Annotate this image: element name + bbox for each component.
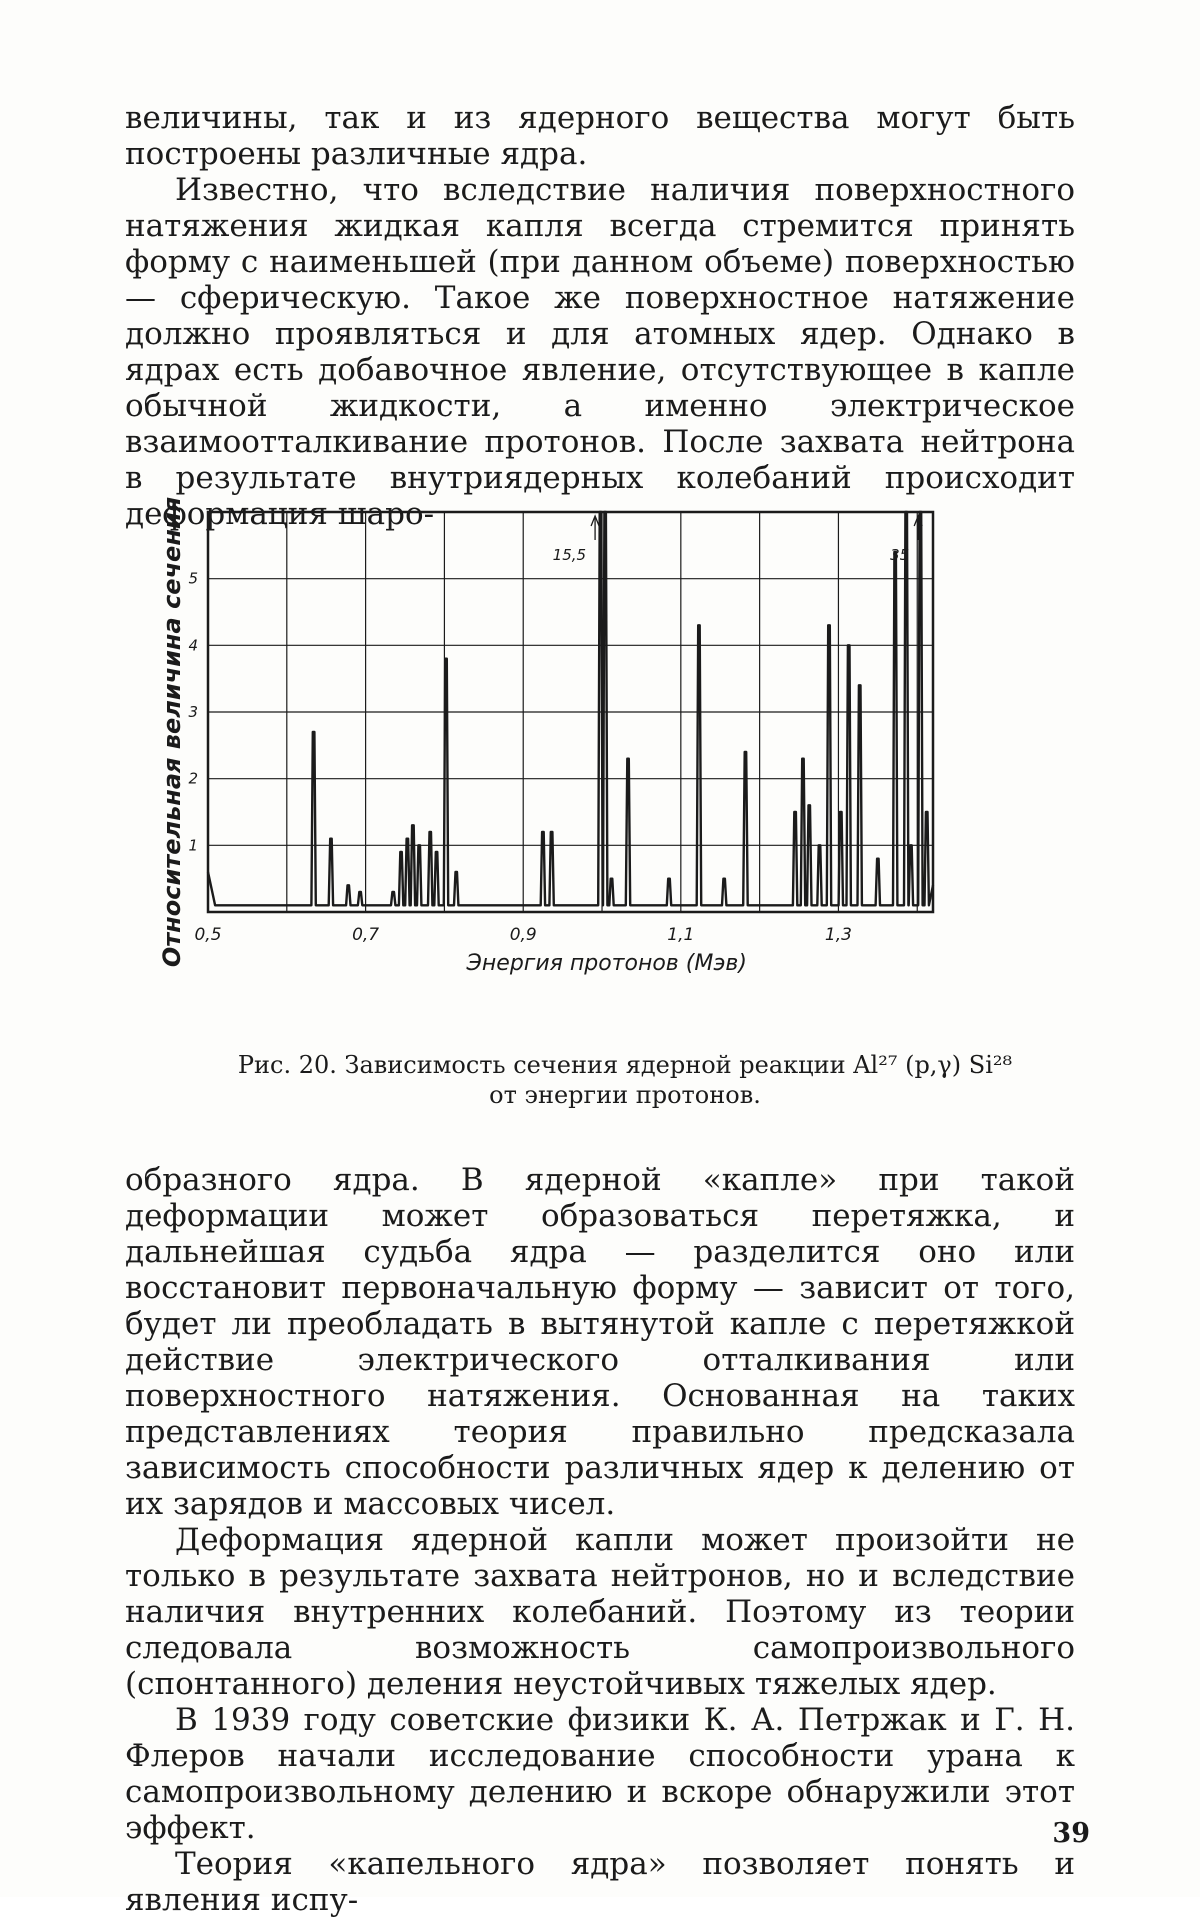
paragraph-continued: величины, так и из ядерного вещества могут быть построены различные ядра. xyxy=(125,100,1075,172)
cross-section-curve xyxy=(208,512,933,905)
y-tick-label: 3 xyxy=(188,703,198,721)
y-ticks xyxy=(188,570,198,855)
paragraph-deformation: образного ядра. В ядерной «капле» при такой деформации может образоваться перетяжка, и дальнейшая судьба ядра — разделится оно или восстановит первоначальную форму — зависит от того, будет ли преобладать в вытянутой капле с перетяжкой действие электрического отталкивания или поверхностного натяжения. Основанная на таких представлениях теория правильно предсказала зависимость способности различных ядер к делению от их зарядов и массовых чисел. xyxy=(125,1162,1075,1522)
y-axis-label: Относительная величина сечения xyxy=(158,497,186,967)
x-axis-label: Энергия протонов (Мэв) xyxy=(466,951,747,976)
paragraph-1939: В 1939 году советские физики К. А. Петржак и Г. Н. Флеров начали исследование способности урана к самопроизвольному делению и вскоре обнаружили этот эффект. xyxy=(125,1702,1075,1846)
text-block-bottom xyxy=(125,1162,1075,1918)
off-scale-label: 15,5 xyxy=(553,546,586,564)
y-tick-label: 5 xyxy=(188,570,198,588)
x-tick-label: 0,9 xyxy=(510,925,537,945)
x-ticks xyxy=(194,925,851,945)
paragraph-surface-tension: Известно, что вследствие наличия поверхностного натяжения жидкая капля всегда стремится принять форму с наименьшей (при данном объеме) поверхностью — сферическую. Такое же поверхностное натяжение должно проявляться и для атомных ядер. Однако в ядрах есть добавочное явление, отсутствующее в капле обычной жидкости, а именно электрическое взаимоотталкивание протонов. После захвата нейтрона в результате внутриядерных колебаний происходит деформация шаро- xyxy=(125,172,1075,532)
figure-caption-line1: Рис. 20. Зависимость сечения ядерной реакции Al²⁷ (p,γ) Si²⁸ xyxy=(150,1050,1100,1080)
figure-caption-line2: от энергии протонов. xyxy=(150,1080,1100,1110)
chart-grid xyxy=(208,512,933,912)
cross-section-chart xyxy=(190,482,1000,1022)
y-tick-label: 1 xyxy=(188,836,198,854)
peak-markers xyxy=(210,512,926,892)
y-tick-label: 4 xyxy=(188,636,198,654)
x-tick-label: 0,5 xyxy=(194,925,221,945)
off-scale-annotations xyxy=(553,516,923,564)
page-number: 39 xyxy=(1030,1818,1090,1849)
text-block-top xyxy=(125,100,1075,532)
x-tick-label: 1,3 xyxy=(825,925,852,945)
x-tick-label: 0,7 xyxy=(352,925,379,945)
y-tick-label: 2 xyxy=(188,770,198,788)
off-scale-label: 35 xyxy=(890,546,909,564)
figure-caption xyxy=(150,1050,1100,1110)
paragraph-internal-oscillations: Деформация ядерной капли может произойти не только в результате захвата нейтронов, но и вследствие наличия внутренних колебаний. Поэтому из теории следовала возможность самопроизвольного (спонтанного) деления неустойчивых тяжелых ядер. xyxy=(125,1522,1075,1702)
paragraph-drop-theory: Теория «капельного ядра» позволяет понять и явления испу- xyxy=(125,1846,1075,1918)
x-tick-label: 1,1 xyxy=(667,925,694,945)
